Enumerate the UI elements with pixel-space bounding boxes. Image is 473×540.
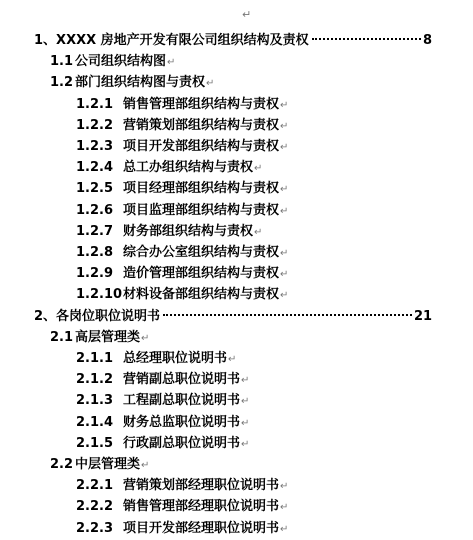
toc-entry-number: 2.1.5 xyxy=(76,435,114,451)
paragraph-mark: ↵ xyxy=(280,99,289,111)
toc-entry[interactable] xyxy=(76,284,288,305)
toc-entry-number: 2.2.3 xyxy=(76,520,114,536)
toc-entry[interactable] xyxy=(76,136,288,157)
paragraph-mark: ↵ xyxy=(241,438,250,450)
paragraph-mark: ↵ xyxy=(141,332,150,344)
toc-entry[interactable] xyxy=(76,348,236,369)
toc-entry[interactable] xyxy=(76,518,288,539)
paragraph-mark: ↵ xyxy=(280,502,289,514)
paragraph-mark: ↵ xyxy=(280,481,289,493)
toc-entry-number: 2.1.2 xyxy=(76,372,114,388)
toc-entry-title: 财务总监职位说明书 xyxy=(123,414,241,430)
toc-entry-number: 1.2.9 xyxy=(76,266,114,282)
toc-entry-title: 销售管理部组织结构与责权 xyxy=(123,96,280,112)
paragraph-mark: ↵ xyxy=(280,205,289,217)
toc-entry-number: 1.2.1 xyxy=(76,96,114,112)
toc-entry-number: 2.1.1 xyxy=(76,351,114,366)
toc-entry-title: 项目经理部组织结构与责权 xyxy=(123,181,280,197)
toc-entry[interactable] xyxy=(76,496,288,517)
paragraph-mark: ↵ xyxy=(241,375,250,387)
toc-entry[interactable] xyxy=(50,51,175,72)
toc-entry-title: 项目开发部经理职位说明书 xyxy=(123,520,280,536)
toc-page-number: 8 xyxy=(423,33,433,48)
toc-entry-number: 1.2.8 xyxy=(76,245,114,260)
paragraph-mark: ↵ xyxy=(254,163,263,175)
paragraph-mark: ↵ xyxy=(241,417,250,429)
toc-entry-number: 1.1 xyxy=(50,54,74,70)
toc-entry[interactable] xyxy=(76,475,288,496)
paragraph-mark: ↵ xyxy=(167,57,176,69)
toc-page-number: 21 xyxy=(414,308,433,324)
toc-entry-number: 1、 xyxy=(34,33,57,48)
toc-entry[interactable] xyxy=(50,327,149,348)
toc-entry-number: 1.2.3 xyxy=(76,139,114,154)
toc-entry-title: 营销副总职位说明书 xyxy=(123,372,241,388)
paragraph-mark: ↵ xyxy=(242,8,252,21)
toc-entry[interactable] xyxy=(76,242,288,263)
toc-entry-title: XXXX 房地产开发有限公司组织结构及责权 xyxy=(56,33,309,48)
toc-entry-title: 项目监理部组织结构与责权 xyxy=(123,202,280,218)
toc-entry-title: 销售管理部经理职位说明书 xyxy=(123,499,280,515)
paragraph-mark: ↵ xyxy=(254,226,263,238)
toc-entry[interactable] xyxy=(76,390,249,411)
toc-entry[interactable] xyxy=(76,433,249,454)
toc-entry-number: 1.2 xyxy=(50,75,74,91)
toc-entry[interactable] xyxy=(50,454,149,475)
toc-entry[interactable] xyxy=(34,30,433,51)
paragraph-mark: ↵ xyxy=(206,78,215,90)
toc-entry-number: 2、 xyxy=(34,308,57,324)
toc-entry-number: 2.2.1 xyxy=(76,478,114,494)
paragraph-mark: ↵ xyxy=(280,142,289,153)
toc-leader-dots xyxy=(163,314,412,316)
toc-entry-title: 中层管理类 xyxy=(75,457,141,472)
toc-leader-dots xyxy=(312,38,421,40)
toc-entry[interactable] xyxy=(50,72,214,93)
paragraph-mark: ↵ xyxy=(141,460,150,471)
toc-entry-number: 1.2.2 xyxy=(76,117,114,133)
toc-entry-number: 2.2.2 xyxy=(76,499,114,515)
paragraph-mark: ↵ xyxy=(280,269,289,281)
toc-entry-number: 1.2.7 xyxy=(76,223,114,239)
toc-entry-title: 项目开发部组织结构与责权 xyxy=(123,139,280,154)
toc-entry-title: 工程副总职位说明书 xyxy=(123,393,241,409)
toc-entry-number: 2.1 xyxy=(50,329,74,345)
toc-entry-title: 部门组织结构图与责权 xyxy=(75,75,206,91)
paragraph-mark: ↵ xyxy=(280,248,289,259)
toc-entry-title: 总经理职位说明书 xyxy=(123,351,228,366)
toc-entry-number: 1.2.6 xyxy=(76,202,114,218)
toc-entry[interactable] xyxy=(76,369,249,390)
toc-entry[interactable] xyxy=(76,178,288,199)
paragraph-mark: ↵ xyxy=(280,523,289,535)
toc-entry[interactable] xyxy=(34,306,433,327)
paragraph-mark: ↵ xyxy=(280,290,289,302)
toc-entry[interactable] xyxy=(76,115,288,136)
toc-entry-title: 总工办组织结构与责权 xyxy=(123,160,254,176)
toc-entry-number: 1.2.5 xyxy=(76,181,114,197)
toc-entry-number: 1.2.4 xyxy=(76,160,114,176)
toc-entry[interactable] xyxy=(76,263,288,284)
toc-entry[interactable] xyxy=(76,157,262,178)
toc-entry-number: 2.1.4 xyxy=(76,414,114,430)
toc-entry-title: 各岗位职位说明书 xyxy=(56,308,161,324)
toc-entry-number: 2.2 xyxy=(50,457,74,472)
toc-entry-title: 材料设备部组织结构与责权 xyxy=(123,287,280,303)
toc-entry-title: 行政副总职位说明书 xyxy=(123,435,241,451)
toc-entry-title: 综合办公室组织结构与责权 xyxy=(123,245,280,260)
toc-entry-title: 财务部组织结构与责权 xyxy=(123,223,254,239)
toc-entry-title: 营销策划部经理职位说明书 xyxy=(123,478,280,494)
toc-entry[interactable] xyxy=(76,200,288,221)
toc-entry-number: 1.2.10 xyxy=(76,287,123,303)
toc-entry-number: 2.1.3 xyxy=(76,393,114,409)
paragraph-mark: ↵ xyxy=(280,120,289,132)
toc-entry-title: 高层管理类 xyxy=(75,329,141,345)
paragraph-mark: ↵ xyxy=(241,396,250,408)
toc-entry-title: 公司组织结构图 xyxy=(75,54,167,70)
toc-entry-title: 营销策划部组织结构与责权 xyxy=(123,117,280,133)
toc-entry[interactable] xyxy=(76,412,249,433)
toc-entry-title: 造价管理部组织结构与责权 xyxy=(123,266,280,282)
toc-entry[interactable] xyxy=(76,221,262,242)
paragraph-mark: ↵ xyxy=(228,354,237,365)
paragraph-mark: ↵ xyxy=(280,184,289,196)
toc-entry[interactable] xyxy=(76,94,288,115)
